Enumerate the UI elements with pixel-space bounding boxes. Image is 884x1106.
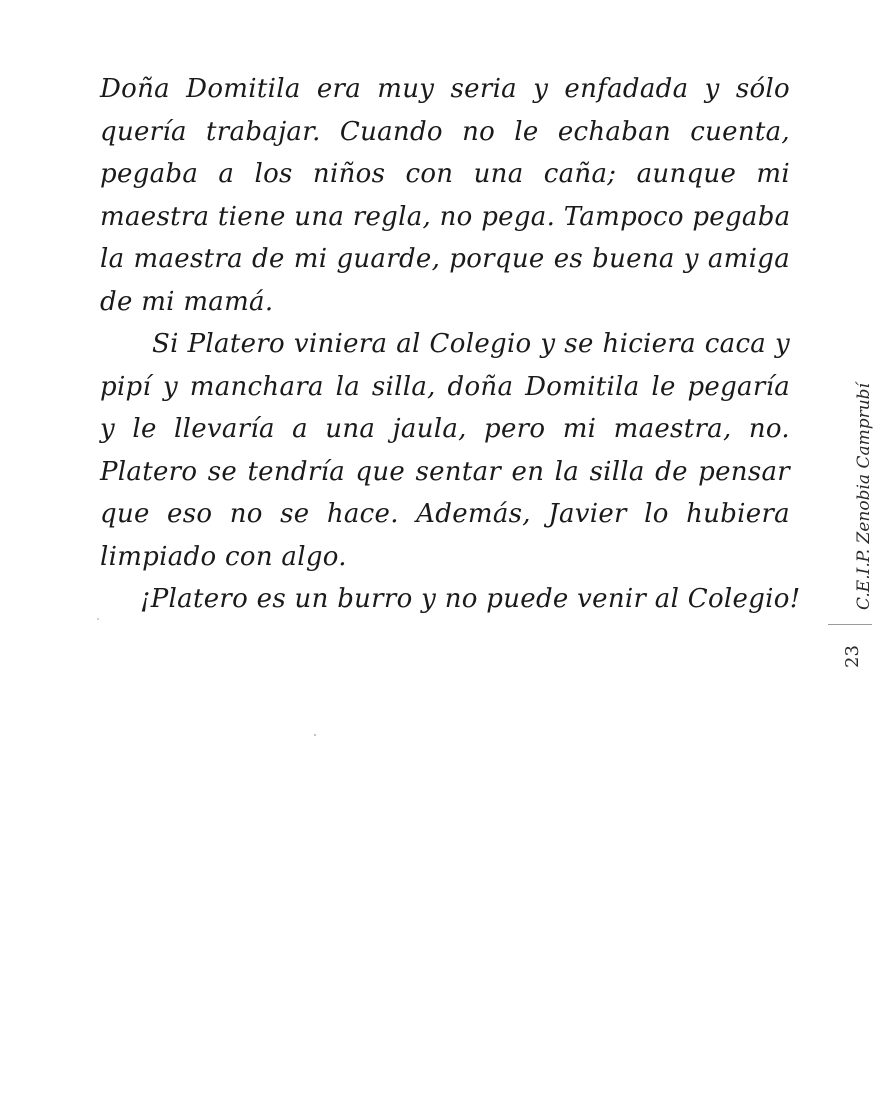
text-line: quería trabajar. Cuando no le echaban cuenta, xyxy=(100,116,790,147)
text-line: la maestra de mi guarde, porque es buena y amiga xyxy=(100,244,790,274)
text-line: Doña Domitila era muy seria y enfadada y sólo xyxy=(100,74,790,104)
text-line: de mi mamá. xyxy=(100,286,274,317)
text-line: Platero se tendría que sentar en la silla de pensar xyxy=(100,456,790,487)
scan-speck xyxy=(314,734,316,736)
text-line: pipí y manchara la silla, doña Domitila le pegaría xyxy=(100,371,790,402)
text-line: ¡Platero es un burro y no puede venir al Colegio! xyxy=(140,584,801,614)
school-name: C.E.I.P. Zenobia Camprubí xyxy=(854,383,874,610)
text-line: pegaba a los niños con una caña; aunque mi xyxy=(100,159,790,189)
text-line: y le llevaría a una jaula, pero mi maestra, no. xyxy=(100,414,790,444)
scan-speck xyxy=(97,618,99,620)
page-number: 23 xyxy=(842,645,863,668)
text-line: maestra tiene una regla, no pega. Tampoco pegaba xyxy=(100,201,791,232)
handwritten-text-body xyxy=(100,68,801,621)
text-line: limpiado con algo. xyxy=(100,541,347,572)
page-sidebar xyxy=(824,383,874,700)
text-line: que eso no se hace. Además, Javier lo hubiera xyxy=(100,499,790,529)
text-line: Si Platero viniera al Colegio y se hiciera caca y xyxy=(152,329,790,359)
sidebar-divider xyxy=(828,624,872,625)
